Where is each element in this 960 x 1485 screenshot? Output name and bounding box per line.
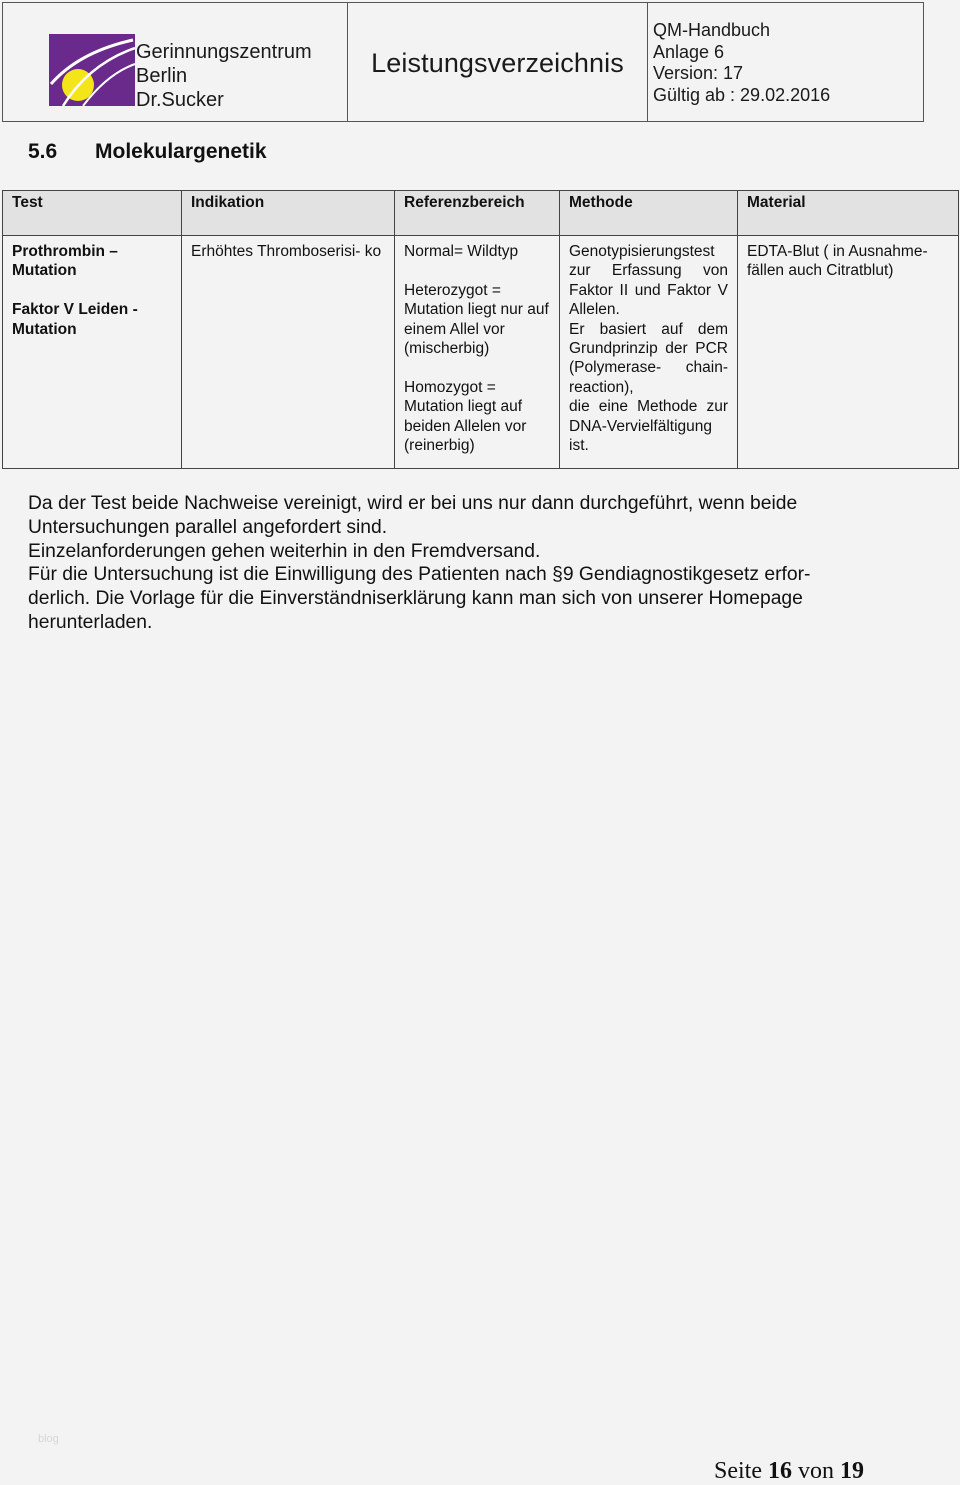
- header-title-cell: [348, 3, 648, 121]
- ref-heterozygot: Heterozygot = Mutation liegt nur auf einem Allel vor (mischerbig): [404, 281, 549, 358]
- column-header-referenzbereich: Referenzbereich: [395, 191, 560, 236]
- table-row: [3, 236, 959, 469]
- methode-part-2: Er basiert auf dem Grundprinzip der PCR (Polymerase- chain-reaction),: [569, 320, 728, 396]
- section-number: 5.6: [28, 140, 58, 163]
- watermark-text: blog: [38, 1433, 59, 1445]
- ref-homozygot: Homozygot = Mutation liegt auf beiden Allelen vor (reinerbig): [404, 378, 527, 455]
- meta-valid-from: Gültig ab : 29.02.2016: [653, 84, 831, 105]
- paragraph-line: Untersuchungen parallel angefordert sind.: [28, 516, 388, 538]
- paragraph-line: derlich. Die Vorlage für die Einverständniserklärung kann man sich von unserer Homepage: [28, 588, 803, 610]
- methode-part-3: die eine Methode zur DNA-Vervielfältigung ist.: [569, 398, 728, 455]
- section-title: Molekulargenetik: [95, 140, 267, 163]
- cell-material: [738, 236, 959, 469]
- cell-indikation: [182, 236, 395, 469]
- footer-page-number: 16: [768, 1458, 792, 1484]
- footer-middle: von: [798, 1458, 834, 1484]
- section-heading: [28, 140, 267, 164]
- column-header-test: Test: [3, 191, 182, 236]
- header-meta-cell: [648, 3, 923, 121]
- meta-annex: Anlage 6: [653, 41, 725, 62]
- column-header-material: Material: [738, 191, 959, 236]
- table-header-row: [3, 191, 959, 236]
- logo-line: Berlin: [136, 65, 188, 87]
- document-title: Leistungsverzeichnis: [371, 47, 624, 78]
- meta-handbook: QM-Handbuch: [653, 20, 771, 40]
- test-prothrombin: Prothrombin – Mutation: [12, 243, 118, 280]
- logo-line: Dr.Sucker: [136, 89, 224, 111]
- column-header-methode: Methode: [560, 191, 738, 236]
- ref-normal: Normal= Wildtyp: [404, 243, 519, 260]
- logo-line: Gerinnungszentrum: [136, 41, 312, 63]
- footer-total-pages: 19: [840, 1458, 864, 1484]
- gerinnungszentrum-logo: [49, 34, 135, 106]
- footer-prefix: Seite: [714, 1458, 762, 1484]
- header-logo-cell: [3, 3, 348, 121]
- material-text: EDTA-Blut ( in Ausnahme- fällen auch Citratblut): [747, 243, 928, 280]
- cell-test: [3, 236, 182, 469]
- logo-text: [136, 40, 312, 112]
- paragraph-line: herunterladen.: [28, 611, 153, 633]
- cell-methode: [560, 236, 738, 469]
- paragraph-line: Für die Untersuchung ist die Einwilligung des Patienten nach §9 Gendiagnostikgesetz erfor-: [28, 564, 811, 586]
- paragraph-line: Da der Test beide Nachweise vereinigt, wird er bei uns nur dann durchgeführt, wenn beide: [28, 493, 798, 514]
- page-number-footer: [714, 1458, 864, 1485]
- services-table: [2, 190, 959, 469]
- test-faktor-v-leiden: Faktor V Leiden - Mutation: [12, 301, 138, 338]
- paragraph-line: Einzelanforderungen gehen weiterhin in den Fremdversand.: [28, 540, 541, 562]
- document-header: [2, 2, 924, 122]
- info-paragraph: [28, 492, 888, 635]
- meta-version: Version: 17: [653, 63, 744, 83]
- indikation-text: Erhöhtes Thromboserisi- ko: [191, 243, 382, 260]
- column-header-indikation: Indikation: [182, 191, 395, 236]
- methode-part-1: Genotypisierungstest zur Erfassung von Faktor II und Faktor V Allelen.: [569, 243, 728, 319]
- cell-referenzbereich: [395, 236, 560, 469]
